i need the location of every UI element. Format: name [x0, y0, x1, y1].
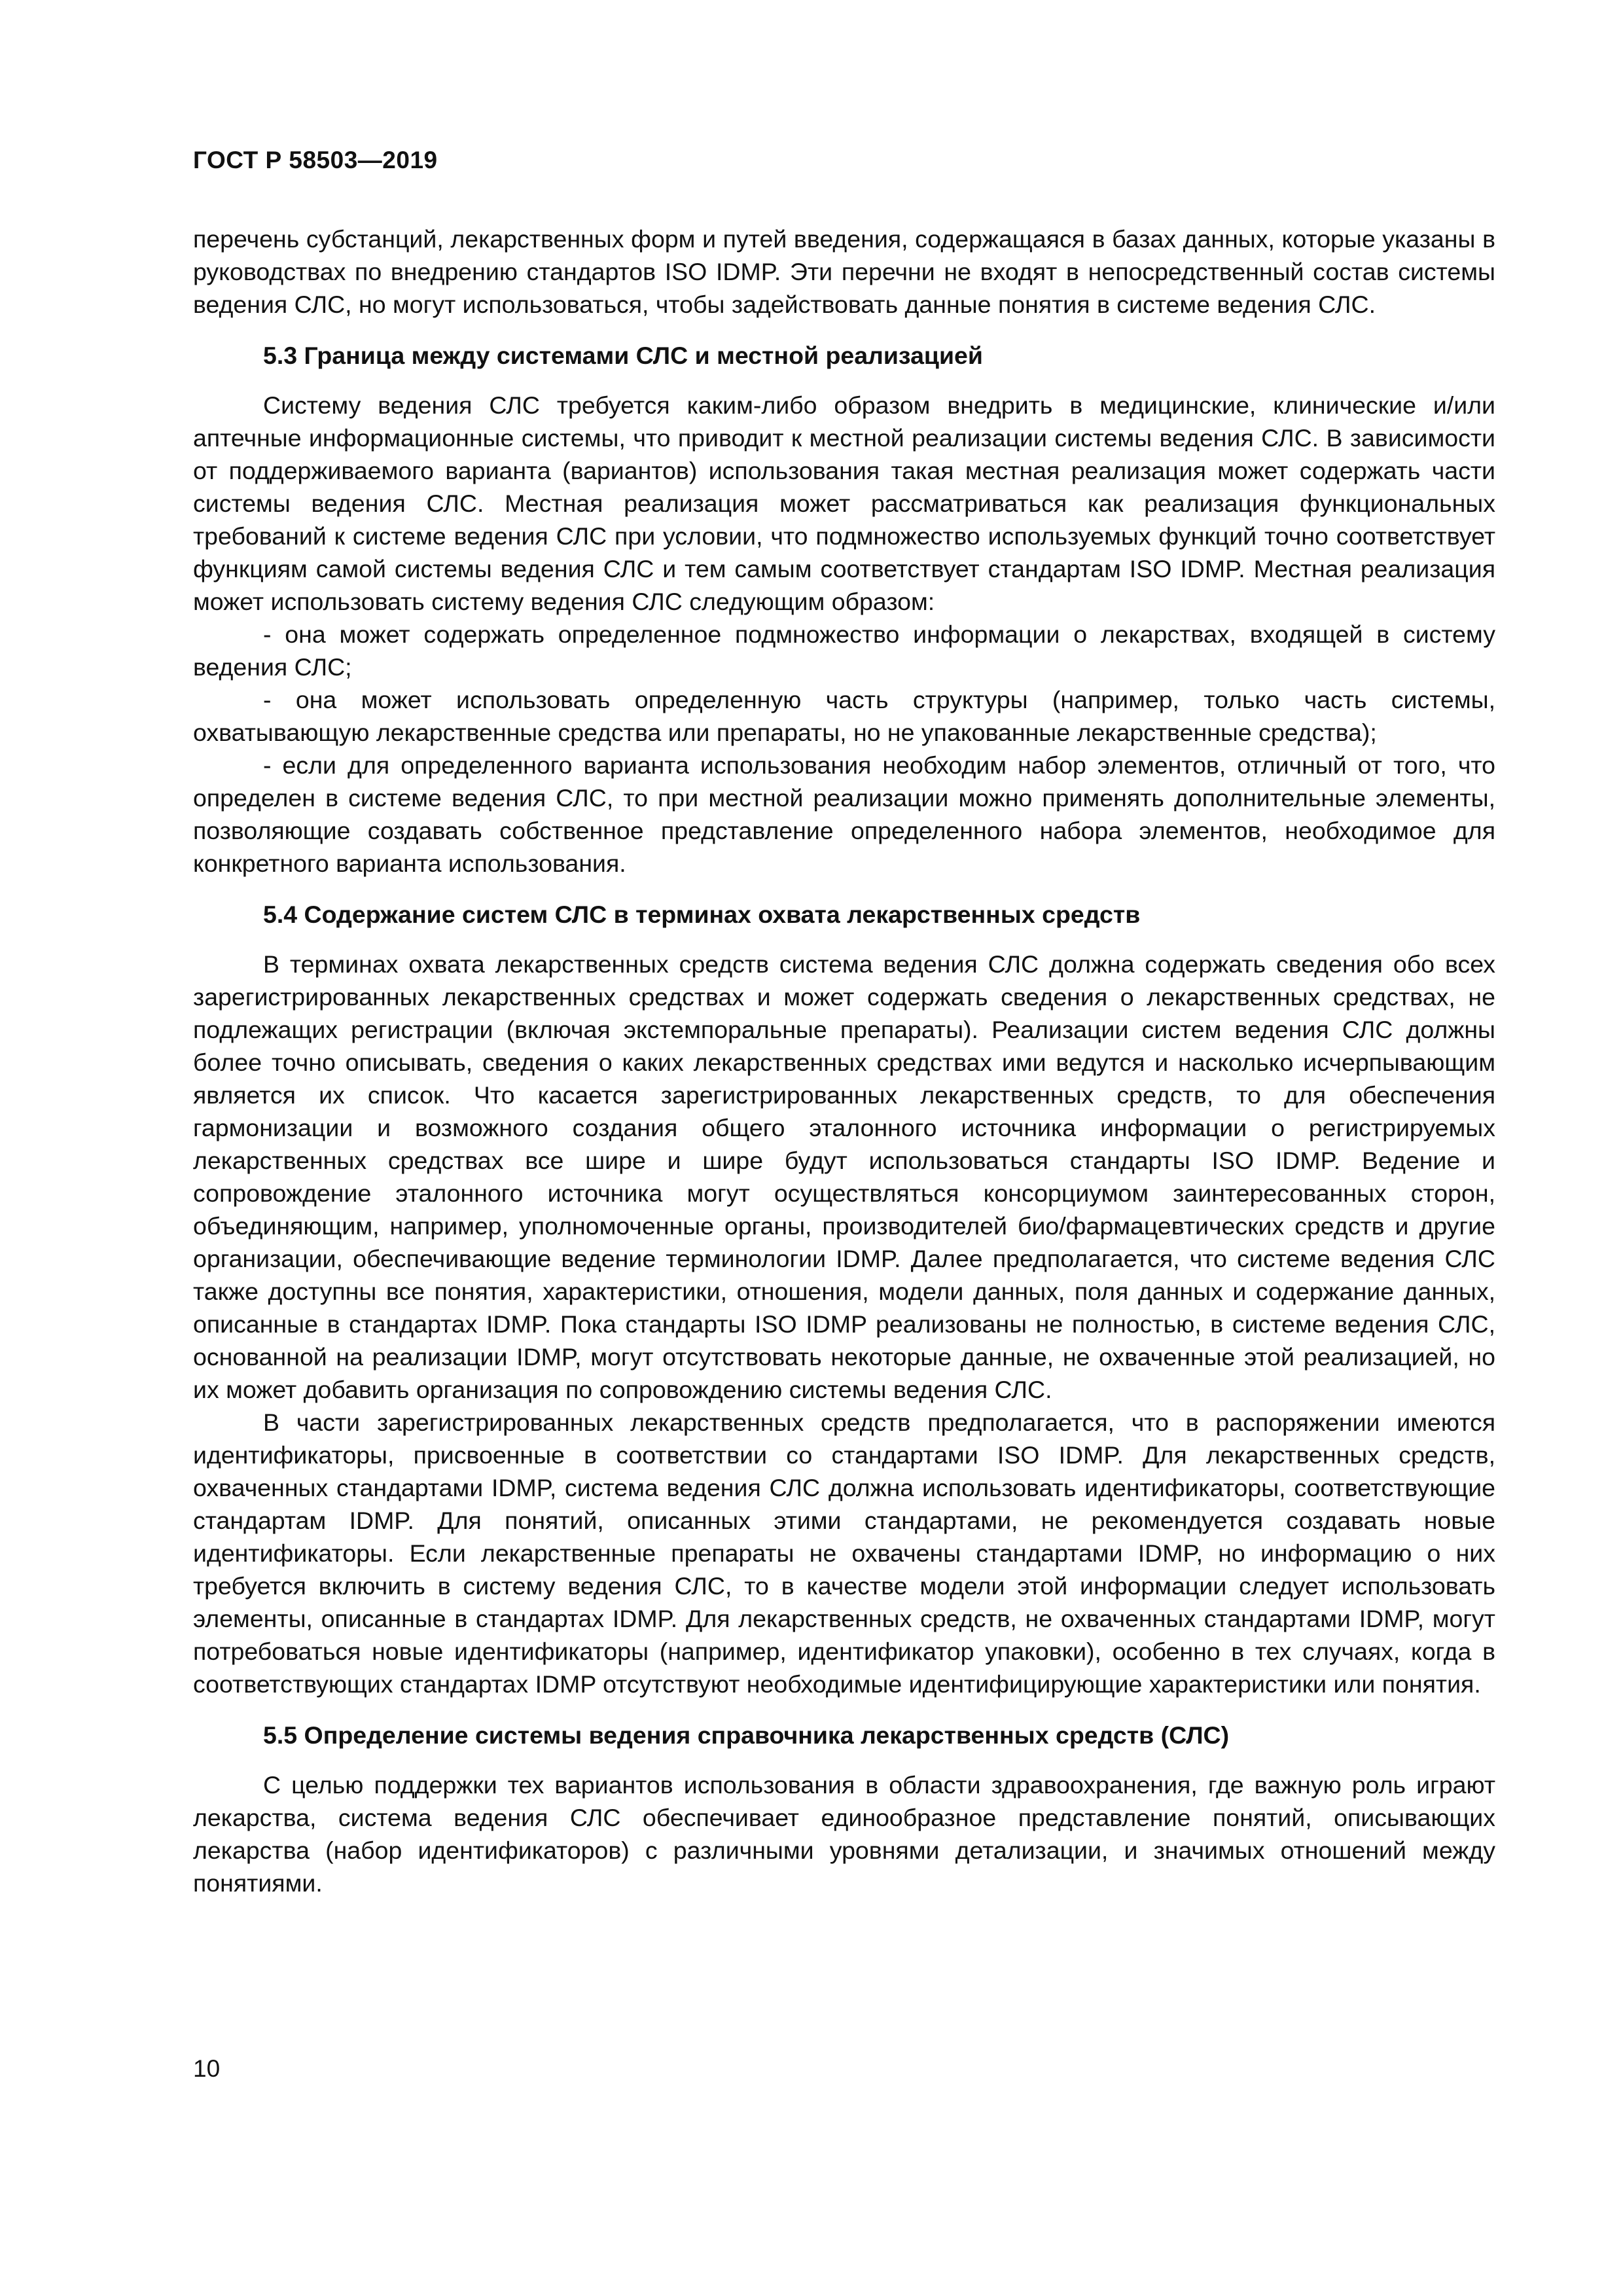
- section-5-3-heading: 5.3 Граница между системами СЛС и местной реализацией: [263, 342, 983, 369]
- section-5-5-heading: 5.5 Определение системы ведения справочника лекарственных средств (СЛС): [263, 1721, 1230, 1749]
- section-5-3-list-item: - она может использовать определенную часть структуры (например, только часть системы, охватывающую лекарственные средства или препараты, но не упакованные лекарственные средства);: [193, 686, 1495, 746]
- section-5-3-list-item: - она может содержать определенное подмножество информации о лекарствах, входящей в систему ведения СЛС;: [193, 620, 1495, 681]
- document-body: [193, 223, 1495, 1899]
- intro-paragraph: перечень субстанций, лекарственных форм и путей введения, содержащаяся в базах данных, которые указаны в руководствах по внедрению стандартов ISO IDMP. Эти перечни не входят в непосредственный состав системы ведения СЛС, но могут использоваться, чтобы задействовать данные понятия в системе ведения СЛС.: [193, 225, 1495, 318]
- section-5-4-heading: 5.4 Содержание систем СЛС в терминах охвата лекарственных средств: [263, 901, 1141, 928]
- section-5-3-list-item: - если для определенного варианта использования необходим набор элементов, отличный от того, что определен в системе ведения СЛС, то при местной реализации можно применять дополнительные элементы, позволяющие создавать собственное представление определенного набора элементов, необходимое для конкретного варианта использования.: [193, 751, 1495, 877]
- section-5-3-paragraph: Систему ведения СЛС требуется каким-либо образом внедрить в медицинские, клинические и/или аптечные информационные системы, что приводит к местной реализации системы ведения СЛС. В зависимости от поддерживаемого варианта (вариантов) использования такая местная реализация может содержать части системы ведения СЛС. Местная реализация может рассматриваться как реализация функциональных требований к системе ведения СЛС при условии, что подмножество используемых функций точно соответствует функциям самой системы ведения СЛС и тем самым соответствует стандартам ISO IDMP. Местная реализация может использовать систему ведения СЛС следующим образом:: [193, 391, 1495, 615]
- section-5-4-paragraph: В части зарегистрированных лекарственных средств предполагается, что в распоряжении имеются идентификаторы, присвоенные в соответствии со стандартами ISO IDMP. Для лекарственных средств, охваченных стандартами IDMP, система ведения СЛС должна использовать идентификаторы, соответствующие стандартам IDMP. Для понятий, описанных этими стандартами, не рекомендуется создавать новые идентификаторы. Если лекарственные препараты не охвачены стандартами IDMP, но информацию о них требуется включить в систему ведения СЛС, то в качестве модели этой информации следует использовать элементы, описанные в стандартах IDMP. Для лекарственных средств, не охваченных стандартами IDMP, могут потребоваться новые идентификаторы (например, идентификатор упаковки), особенно в тех случаях, когда в соответствующих стандартах IDMP отсутствуют необходимые идентифицирующие характеристики или понятия.: [193, 1408, 1495, 1698]
- document-header: ГОСТ Р 58503—2019: [193, 147, 438, 173]
- section-5-5-paragraph: С целью поддержки тех вариантов использования в области здравоохранения, где важную роль играют лекарства, система ведения СЛС обеспечивает единообразное представление понятий, описывающих лекарства (набор идентификаторов) с различными уровнями детализации, и значимых отношений между понятиями.: [193, 1771, 1495, 1897]
- section-5-4-paragraph: В терминах охвата лекарственных средств система ведения СЛС должна содержать сведения обо всех зарегистрированных лекарственных средствах и может содержать сведения о лекарственных средствах, не подлежащих регистрации (включая экстемпоральные препараты). Реализации систем ведения СЛС должны более точно описывать, сведения о каких лекарственных средствах ими ведутся и насколько исчерпывающим является их список. Что касается зарегистрированных лекарственных средств, то для обеспечения гармонизации и возможного создания общего эталонного источника информации о регистрируемых лекарственных средствах все шире и шире будут использоваться стандарты ISO IDMP. Ведение и сопровождение эталонного источника могут осуществляться консорциумом заинтересованных сторон, объединяющим, например, уполномоченные органы, производителей био/фармацевтических средств и другие организации, обеспечивающие ведение терминологии IDMP. Далее предполагается, что системе ведения СЛС также доступны все понятия, характеристики, отношения, модели данных, поля данных и содержание данных, описанные в стандартах IDMP. Пока стандарты ISO IDMP реализованы не полностью, в системе ведения СЛС, основанной на реализации IDMP, могут отсутствовать некоторые данные, не охваченные этой реализацией, но их может добавить организация по сопровождению системы ведения СЛС.: [193, 950, 1495, 1403]
- page-number: 10: [193, 2055, 221, 2082]
